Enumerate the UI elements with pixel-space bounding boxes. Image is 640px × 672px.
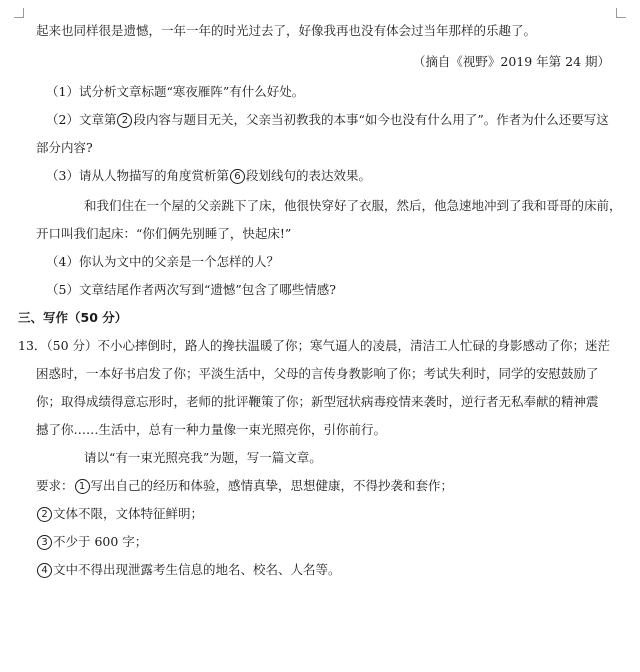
section-heading-writing: 三、写作（50 分） [18,310,128,325]
circled-number: 2 [117,113,132,128]
question-4: （4）你认为文中的父亲是一个怎样的人？ [46,254,279,269]
question-13-line-3: 你；取得成绩得意忘形时，老师的批评鞭策了你；新型冠状病毒疫情来袭时，逆行者无私奉献的精神震 [36,394,599,409]
question-3-quote-line-1: 和我们住在一个屋的父亲跳下了床，他很快穿好了衣服，然后，他急速地冲到了我和哥哥的床前， [84,198,622,213]
question-2-after: 段内容与题目无关，父亲当初教我的本事“如今也没有什么用了”。作者为什么还要写这 [133,112,609,127]
circled-number: 3 [37,535,52,550]
passage-final-line: 起来也同样很是遗憾，一年一年的时光过去了，好像我再也没有体会过当年那样的乐趣了。 [36,23,537,38]
question-3-before: （3）请从人物描写的角度赏析第 [46,168,229,183]
requirement-3 [36,534,147,550]
question-2 [46,112,609,128]
question-5: （5）文章结尾作者两次写到“遗憾”包含了哪些情感? [46,282,336,297]
requirement-text: 写出自己的经历和体验，感情真挚，思想健康，不得抄袭和套作； [90,478,454,493]
passage-source: （摘自《视野》2019 年第 24 期） [412,54,610,69]
question-3-quote-line-2: 开口叫我们起床：“你们俩先别睡了，快起床!” [36,226,292,241]
circled-number: 4 [37,563,52,578]
question-13-line-4: 撼了你……生活中，总有一种力量像一束光照亮你，引你前行。 [36,422,387,437]
requirement-4 [36,562,341,578]
circled-number: 2 [37,507,52,522]
question-13-line-1: 13．（50 分）不小心摔倒时，路人的搀扶温暖了你；寒气逼人的凌晨，清洁工人忙碌的身影感动了你；迷茫 [18,338,611,353]
writing-prompt: 请以“有一束光照亮我”为题，写一篇文章。 [84,450,322,465]
question-2-continuation: 部分内容? [36,140,93,155]
question-3 [46,168,371,184]
requirement-text: 不少于 600 字； [53,534,148,549]
circled-number: 6 [230,169,245,184]
page-corner-mark-left [14,8,24,18]
requirement-text: 文体不限，文体特征鲜明； [53,506,204,521]
question-3-after: 段划线句的表达效果。 [245,168,371,183]
requirement-2 [36,506,203,522]
requirements-label: 要求： [36,478,74,493]
question-2-before: （2）文章第 [46,112,117,127]
requirement-text: 文中不得出现泄露考生信息的地名、校名、人名等。 [53,562,341,577]
page-corner-mark-right [616,8,626,18]
circled-number: 1 [75,479,90,494]
question-13-line-2: 困惑时，一本好书启发了你；平淡生活中，父母的言传身教影响了你；考试失利时，同学的安慰鼓励了 [36,366,599,381]
requirement-1 [36,478,453,494]
question-1: （1）试分析文章标题“寒夜雁阵”有什么好处。 [46,84,305,99]
